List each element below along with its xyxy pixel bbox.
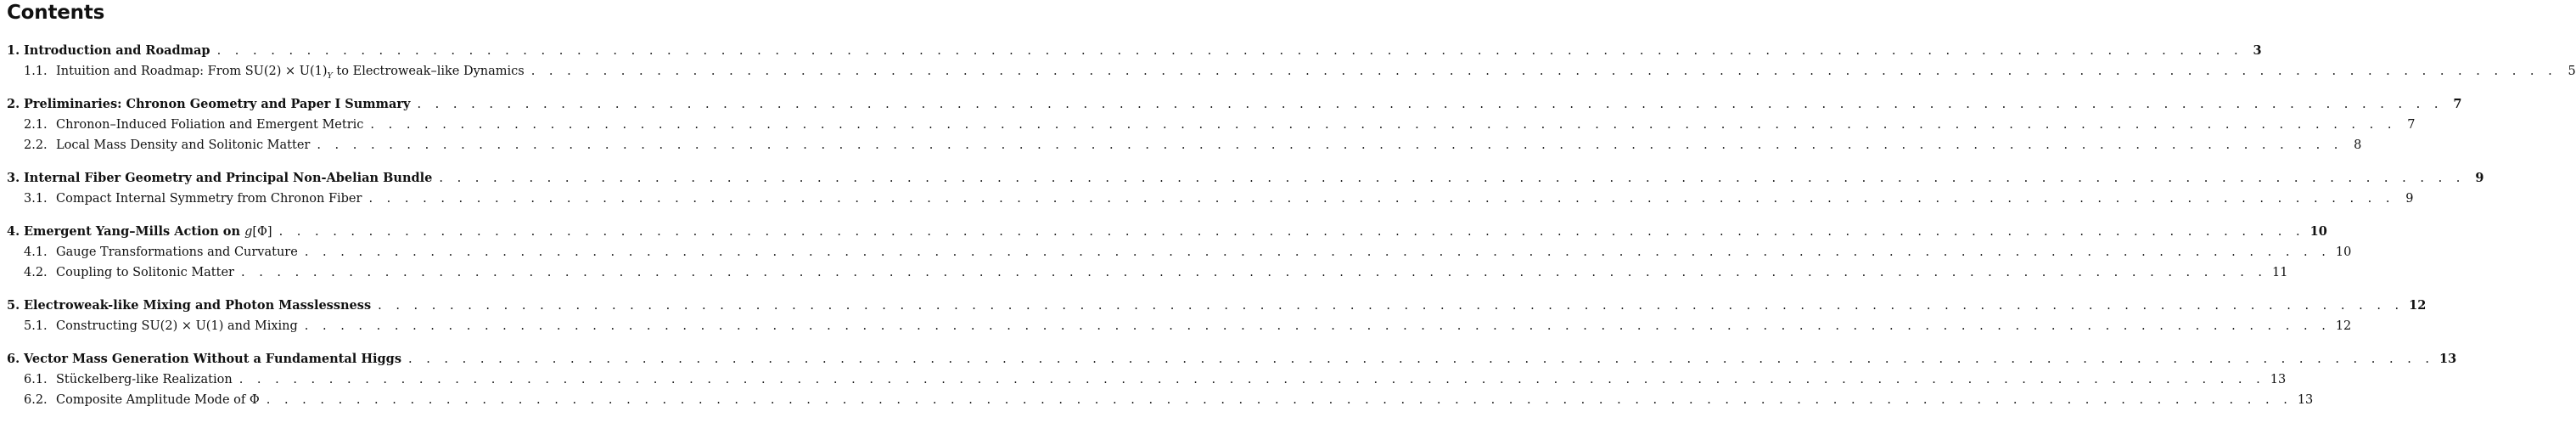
dot-leader: [439, 168, 2465, 189]
page-number: 10: [2335, 245, 2352, 259]
toc-entry-section[interactable]: [7, 94, 2462, 115]
section-title: Internal Fiber Geometry and Principal Non-Abelian Bundle: [24, 171, 433, 185]
section-title: Preliminaries: Chronon Geometry and Paper I Summary: [24, 97, 411, 111]
toc-entry-subsection[interactable]: [7, 316, 2352, 336]
contents-heading: Contents: [7, 2, 105, 24]
title-text: and Mixing: [223, 319, 298, 333]
dot-leader: [408, 349, 2434, 369]
section-number: 2.: [7, 97, 20, 111]
subsection-number: 6.2.: [24, 393, 48, 407]
math-expression: Φ: [249, 393, 260, 407]
dot-leader: [239, 369, 2265, 390]
toc-section-3: [7, 168, 2484, 209]
section-number: 1.: [7, 43, 20, 58]
toc-entry-subsection[interactable]: [7, 135, 2362, 155]
toc-entry-subsection[interactable]: [7, 369, 2287, 390]
math-symbol: g: [244, 225, 253, 239]
subsection-number: 4.2.: [24, 266, 48, 279]
dot-leader: [531, 61, 2557, 82]
section-title: Vector Mass Generation Without a Fundamental Higgs: [24, 352, 401, 366]
subsection-title: Local Mass Density and Solitonic Matter: [56, 138, 311, 152]
page-number: 12: [2335, 319, 2352, 333]
page-number: 13: [2439, 352, 2457, 366]
section-number: 3.: [7, 171, 20, 185]
dot-leader: [305, 316, 2331, 336]
toc-section-6: [7, 349, 2457, 410]
page-number: 8: [2354, 138, 2362, 152]
title-text: Constructing: [56, 319, 142, 333]
subsection-number: 4.1.: [24, 245, 48, 259]
dot-leader: [305, 242, 2331, 262]
page-number: 7: [2453, 97, 2462, 111]
page-number: 13: [2297, 393, 2314, 407]
title-text: to Electroweak–like Dynamics: [332, 65, 525, 78]
subsection-title: Stückelberg-like Realization: [56, 373, 233, 386]
math-expression: [Φ]: [252, 225, 272, 239]
subsection-number: 3.1.: [24, 192, 48, 206]
page-number: 7: [2407, 118, 2416, 132]
subsection-title: Chronon–Induced Foliation and Emergent Metric: [56, 118, 364, 132]
toc-entry-subsection[interactable]: [7, 61, 2576, 82]
subsection-title: [56, 390, 260, 410]
dot-leader: [267, 390, 2293, 410]
toc-section-2: [7, 94, 2462, 155]
toc-entry-section[interactable]: [7, 349, 2457, 369]
dot-leader: [241, 262, 2267, 283]
subsection-number: 6.1.: [24, 373, 48, 386]
toc-entry-section[interactable]: [7, 222, 2327, 242]
section-title: [24, 222, 272, 242]
dot-leader: [370, 115, 2396, 135]
page-number: 9: [2475, 171, 2484, 185]
page-number: 3: [2253, 43, 2262, 58]
math-subscript: Y: [327, 70, 333, 81]
subsection-title: Coupling to Solitonic Matter: [56, 266, 234, 279]
dot-leader: [317, 135, 2343, 155]
toc-entry-subsection[interactable]: [7, 115, 2416, 135]
subsection-title: Compact Internal Symmetry from Chronon Fiber: [56, 192, 362, 206]
subsection-title: Gauge Transformations and Curvature: [56, 245, 298, 259]
subsection-number: 2.1.: [24, 118, 48, 132]
section-number: 5.: [7, 298, 20, 313]
dot-leader: [217, 41, 2243, 61]
section-title: Electroweak-like Mixing and Photon Masslessness: [24, 298, 372, 313]
page-number: 10: [2309, 224, 2327, 239]
subsection-title: [56, 316, 298, 336]
table-of-contents: [7, 41, 2576, 423]
page-number: 9: [2405, 192, 2414, 206]
toc-section-4: [7, 222, 2352, 283]
toc-entry-section[interactable]: [7, 296, 2427, 316]
toc-entry-section[interactable]: [7, 168, 2484, 189]
dot-leader: [279, 222, 2305, 242]
title-text: Emergent Yang–Mills Action on: [24, 224, 245, 239]
subsection-number: 5.1.: [24, 319, 48, 333]
title-text: Intuition and Roadmap: From: [56, 65, 245, 78]
subsection-number: 1.1.: [24, 65, 48, 78]
math-expression: SU(2) × U(1): [244, 65, 328, 78]
toc-entry-subsection[interactable]: [7, 189, 2414, 209]
toc-section-1: [7, 41, 2576, 82]
toc-entry-subsection[interactable]: [7, 242, 2352, 262]
subsection-number: 2.2.: [24, 138, 48, 152]
section-number: 4.: [7, 224, 20, 239]
section-number: 6.: [7, 352, 20, 366]
page-number: 5: [2568, 65, 2576, 78]
dot-leader: [378, 296, 2404, 316]
page-number: 11: [2272, 266, 2288, 279]
subsection-title: [56, 61, 525, 82]
title-text: Composite Amplitude Mode of: [56, 393, 250, 407]
section-title: Introduction and Roadmap: [24, 43, 210, 58]
dot-leader: [368, 189, 2394, 209]
page-number: 13: [2270, 373, 2287, 386]
math-expression: SU(2) × U(1): [141, 319, 224, 333]
dot-leader: [417, 94, 2443, 115]
page-number: 12: [2409, 298, 2427, 313]
toc-entry-section[interactable]: [7, 41, 2262, 61]
toc-entry-subsection[interactable]: [7, 262, 2288, 283]
toc-entry-subsection[interactable]: [7, 390, 2314, 410]
toc-section-5: [7, 296, 2427, 336]
